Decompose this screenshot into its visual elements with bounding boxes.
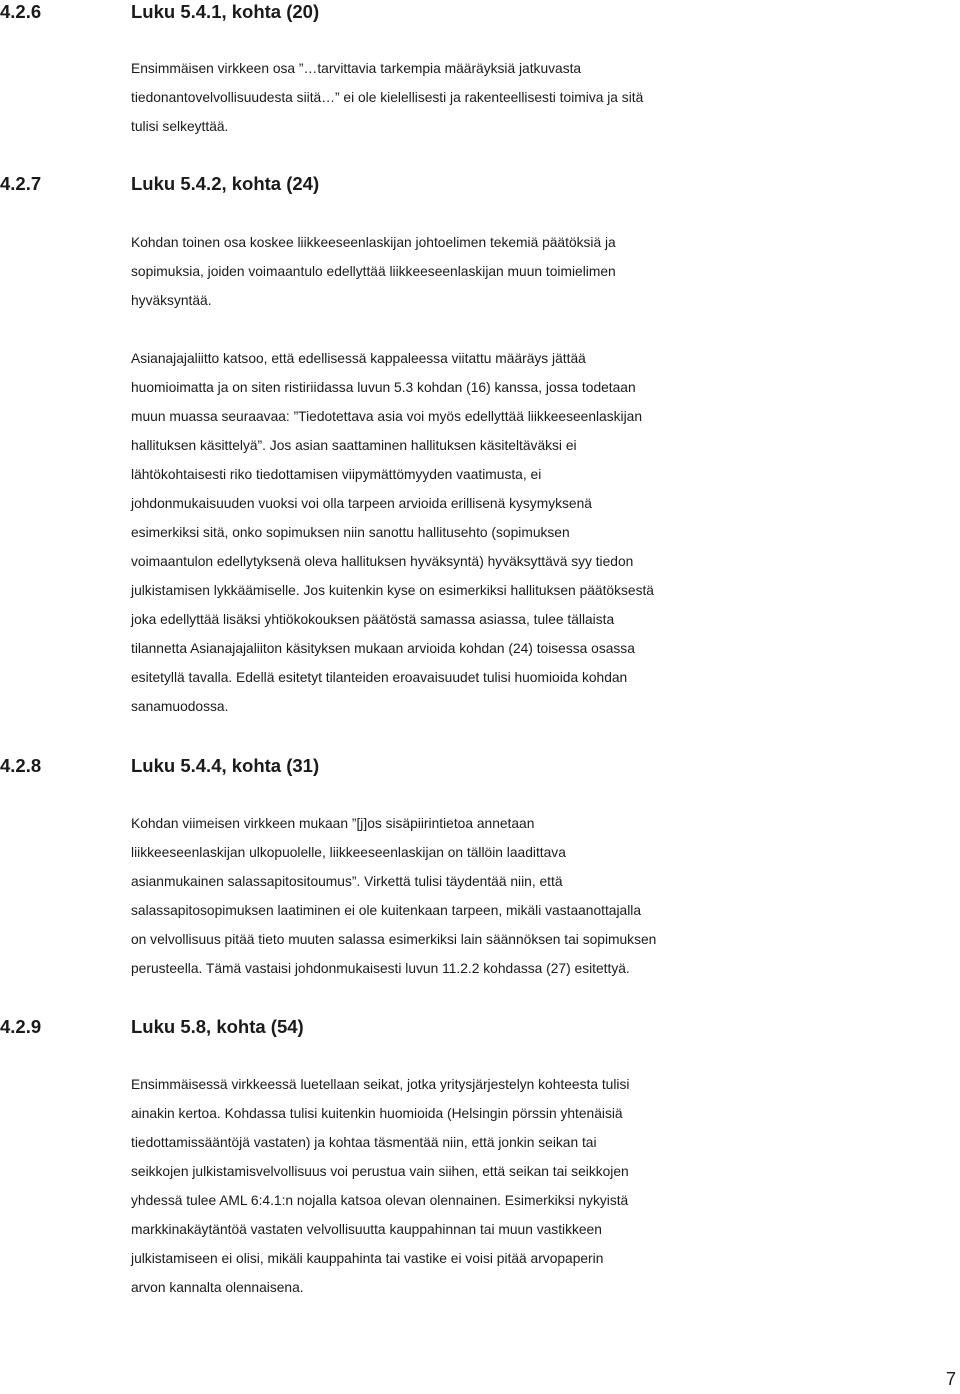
text-line: sopimuksia, joiden voimaantulo edellyttää liikkeeseenlaskijan muun toimielimen (131, 264, 616, 279)
section-title: Luku 5.8, kohta (54) (131, 1016, 304, 1037)
text-line: Asianajajaliitto katsoo, että edellisessä kappaleessa viitattu määräys jättää (131, 351, 586, 366)
section-heading-4-2-8 (0, 754, 319, 778)
text-line: joka edellyttää lisäksi yhtiökokouksen päätöstä samassa asiassa, tulee tällaista (131, 612, 615, 627)
section-heading-4-2-6 (0, 0, 319, 24)
text-line: asianmukainen salassapitositoumus”. Virkettä tulisi täydentää niin, että (131, 874, 563, 889)
text-line: tulisi selkeyttää. (131, 119, 229, 134)
text-line: hallituksen käsittelyä”. Jos asian saattaminen hallituksen käsiteltäväksi ei (131, 438, 577, 453)
section-title: Luku 5.4.4, kohta (31) (131, 755, 320, 776)
section-number: 4.2.6 (0, 1, 42, 22)
text-line: yhdessä tulee AML 6:4.1:n nojalla katsoa olevan olennainen. Esimerkiksi nykyistä (131, 1193, 629, 1208)
paragraph (131, 54, 960, 141)
text-line: esitetyllä tavalla. Edellä esitetyt tilanteiden eroavaisuudet tulisi huomioida kohdan (131, 670, 628, 685)
text-line: perusteella. Tämä vastaisi johdonmukaisesti luvun 11.2.2 kohdassa (27) esitettyä. (131, 961, 630, 976)
text-line: ainakin kertoa. Kohdassa tulisi kuitenkin huomioida (Helsingin pörssin yhtenäisiä (131, 1106, 623, 1121)
section-title: Luku 5.4.1, kohta (20) (131, 1, 320, 22)
text-line: tiedottamissääntöjä vastaten) ja kohtaa täsmentää niin, että jonkin seikan tai (131, 1135, 597, 1150)
paragraph (131, 809, 960, 983)
text-line: salassapitosopimuksen laatiminen ei ole kuitenkaan tarpeen, mikäli vastaanottajalla (131, 903, 642, 918)
text-line: hyväksyntää. (131, 293, 212, 308)
section-number: 4.2.7 (0, 173, 42, 194)
section-heading-4-2-9 (0, 1015, 304, 1039)
text-line: johdonmukaisuuden vuoksi voi olla tarpeen arvioida erillisenä kysymyksenä (131, 496, 592, 511)
page-number: 7 (945, 1369, 956, 1389)
text-line: liikkeeseenlaskijan ulkopuolelle, liikkeeseenlaskijan on tällöin laadittava (131, 845, 566, 860)
section-number: 4.2.9 (0, 1016, 42, 1037)
text-line: arvon kannalta olennaisena. (131, 1280, 304, 1295)
text-line: voimaantulon edellytyksenä oleva hallituksen hyväksyntä) hyväksyttävä syy tiedon (131, 554, 634, 569)
section-heading-4-2-7 (0, 172, 319, 196)
text-line: julkistamiseen ei olisi, mikäli kauppahinta tai vastike ei voisi pitää arvopaperin (131, 1251, 604, 1266)
text-line: sanamuodossa. (131, 699, 229, 714)
text-line: muun muassa seuraavaa: ”Tiedotettava asia voi myös edellyttää liikkeeseenlaskijan (131, 409, 643, 424)
section-number: 4.2.8 (0, 755, 42, 776)
section-title: Luku 5.4.2, kohta (24) (131, 173, 320, 194)
paragraph (131, 1070, 960, 1302)
text-line: Ensimmäisessä virkkeessä luetellaan seikat, jotka yritysjärjestelyn kohteesta tulisi (131, 1077, 630, 1092)
text-line: tiedonantovelvollisuudesta siitä…” ei ole kielellisesti ja rakenteellisesti toimiva ja sitä (131, 90, 644, 105)
text-line: tilannetta Asianajajaliiton käsityksen mukaan arvioida kohdan (24) toisessa osassa (131, 641, 635, 656)
text-line: markkinakäytäntöä vastaten velvollisuutta kauppahinnan tai muun vastikkeen (131, 1222, 602, 1237)
paragraph (131, 228, 960, 315)
paragraph (131, 344, 960, 721)
text-line: Ensimmäisen virkkeen osa ”…tarvittavia tarkempia määräyksiä jatkuvasta (131, 61, 582, 76)
text-line: Kohdan viimeisen virkkeen mukaan ”[j]os sisäpiirintietoa annetaan (131, 816, 535, 831)
text-line: julkistamisen lykkäämiselle. Jos kuitenkin kyse on esimerkiksi hallituksen päätöksestä (131, 583, 654, 598)
text-line: lähtökohtaisesti riko tiedottamisen viipymättömyyden vaatimusta, ei (131, 467, 542, 482)
text-line: huomioimatta ja on siten ristiriidassa luvun 5.3 kohdan (16) kanssa, jossa todetaan (131, 380, 636, 395)
text-line: seikkojen julkistamisvelvollisuus voi perustua vain siihen, että seikan tai seikkojen (131, 1164, 629, 1179)
text-line: esimerkiksi sitä, onko sopimuksen niin sanottu hallitusehto (sopimuksen (131, 525, 570, 540)
text-line: Kohdan toinen osa koskee liikkeeseenlaskijan johtoelimen tekemiä päätöksiä ja (131, 235, 616, 250)
text-line: on velvollisuus pitää tieto muuten salassa esimerkiksi lain säännöksen tai sopimuksen (131, 932, 657, 947)
